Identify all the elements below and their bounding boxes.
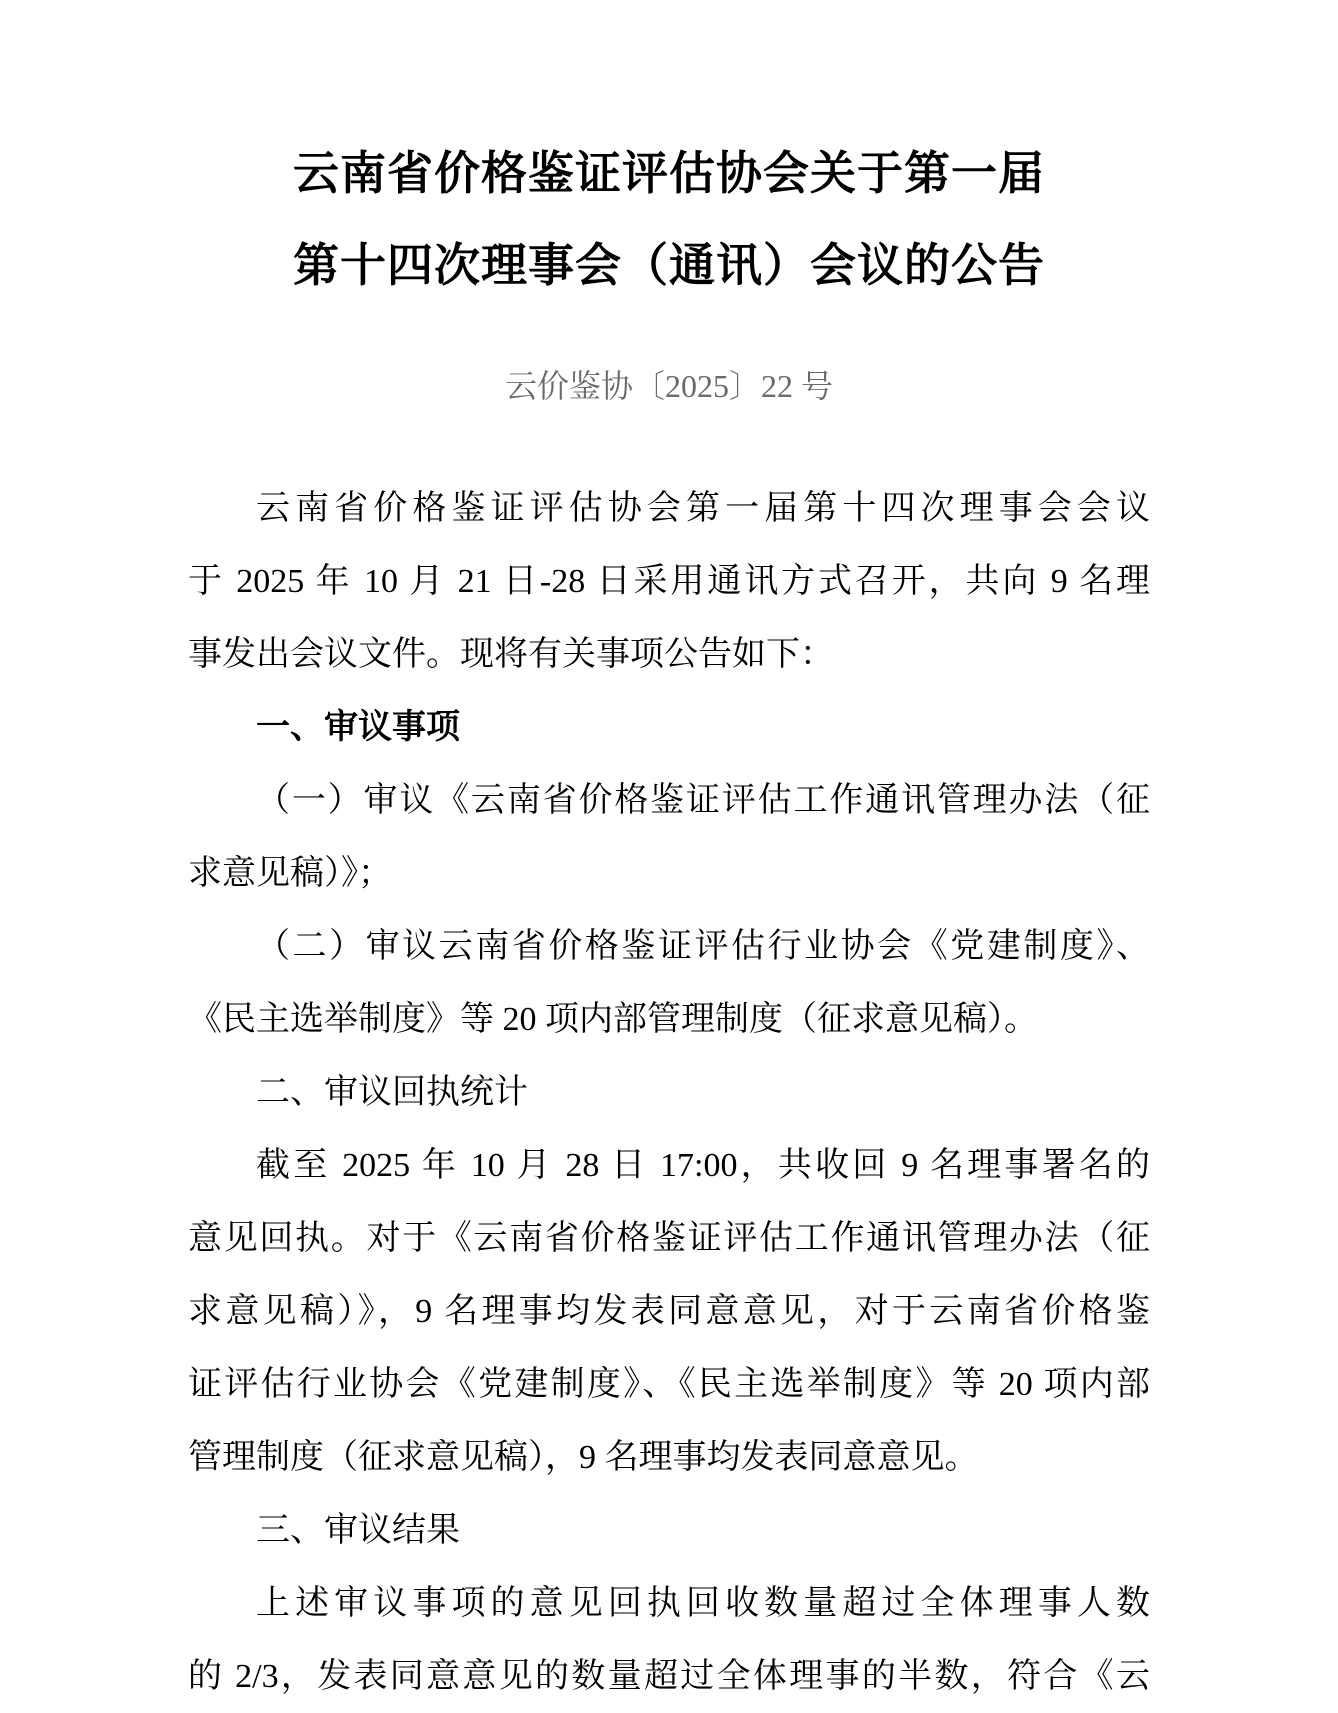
body-line: 意见回执。对于《云南省价格鉴证评估工作通讯管理办法（征 — [188, 1220, 1150, 1257]
body-line: 云南省价格鉴证评估协会第一届第十四次理事会会议 — [256, 490, 1150, 527]
body-line: 一、审议事项 — [256, 708, 460, 746]
body-line: （一）审议《云南省价格鉴证评估工作通讯管理办法（征 — [256, 782, 1150, 819]
body-line: 于 2025 年 10 月 21 日-28 日采用通讯方式召开，共向 9 名理 — [188, 563, 1150, 600]
doc-title — [188, 128, 1150, 312]
body-line: 上述审议事项的意见回执回收数量超过全体理事人数 — [256, 1585, 1150, 1622]
body-line: 事发出会议文件。现将有关事项公告如下： — [188, 636, 834, 673]
body-line: 的 2/3，发表同意意见的数量超过全体理事的半数，符合《云 — [188, 1658, 1150, 1695]
doc-number: 云价鉴协〔2025〕22 号 — [504, 368, 833, 404]
body-line: 证评估行业协会《党建制度》、《民主选举制度》等 20 项内部 — [188, 1366, 1150, 1403]
body-line: 三、审议结果 — [256, 1512, 460, 1549]
doc-body — [188, 472, 1150, 1713]
body-line: 管理制度（征求意见稿），9 名理事均发表同意意见。 — [188, 1439, 979, 1476]
body-line: 求意见稿）》； — [188, 855, 392, 892]
doc-title-line-1: 云南省价格鉴证评估协会关于第一届 — [293, 148, 1045, 199]
body-line: 求意见稿）》，9 名理事均发表同意意见，对于云南省价格鉴 — [188, 1293, 1150, 1330]
doc-title-line-2: 第十四次理事会（通讯）会议的公告 — [293, 240, 1045, 291]
body-line: 截至 2025 年 10 月 28 日 17:00，共收回 9 名理事署名的 — [256, 1147, 1150, 1184]
body-line: （二）审议云南省价格鉴证评估行业协会《党建制度》、 — [256, 928, 1150, 965]
body-line: 《民主选举制度》等 20 项内部管理制度（征求意见稿）。 — [188, 1001, 1038, 1038]
body-line: 二、审议回执统计 — [256, 1074, 528, 1111]
